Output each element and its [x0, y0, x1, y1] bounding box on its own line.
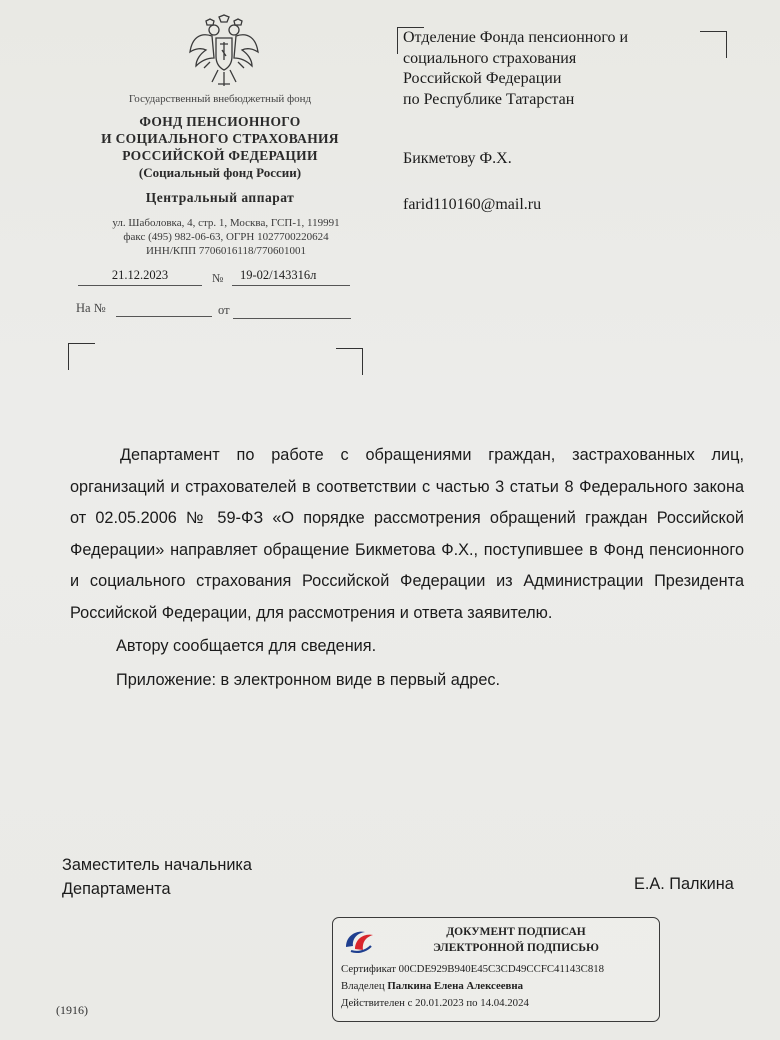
sender-fund-name	[60, 113, 380, 164]
electronic-signature-stamp	[332, 917, 660, 1022]
stamp-header-line: ЭЛЕКТРОННОЙ ПОДПИСЬЮ	[433, 942, 599, 954]
subject-corner-left	[68, 343, 95, 370]
signer-position-line: Заместитель начальника	[62, 856, 252, 874]
stamp-header-line: ДОКУМЕНТ ПОДПИСАН	[446, 926, 586, 938]
recipient-line: Российской Федерации	[403, 70, 562, 87]
fund-name-line: И СОЦИАЛЬНОГО СТРАХОВАНИЯ	[101, 131, 339, 146]
stamp-certificate: Сертификат 00CDE929B940E45C3CD49CCFC41143C818	[341, 963, 605, 975]
stamp-owner-label: Владелец	[341, 980, 385, 992]
recipient-line: социального страхования	[403, 49, 577, 67]
fund-name-line: ФОНД ПЕНСИОННОГО	[139, 114, 301, 129]
coat-of-arms-icon	[188, 14, 260, 90]
signer-position	[62, 853, 252, 901]
sender-address	[80, 216, 372, 258]
registration-number-label: №	[212, 271, 224, 285]
body-paragraph-main: Департамент по работе с обращениями граждан, застрахованных лиц, организаций и страхователей в соответствии с частью 3 статьи 8 Федерального закона от 02.05.2006 № 59-ФЗ «О порядке рассмотрения обращений граждан Российской Федерации» направляет обращение Бикметова Ф.Х., поступившее в Фонд пенсионного и социального страхования Российской Федерации из Администрации Президента Российской Федерации, для рассмотрения и ответа заявителю.	[70, 446, 744, 622]
address-line: факс (495) 982-06-63, ОГРН 1027700220624	[123, 231, 329, 243]
addressee-name: Бикметову Ф.Х.	[403, 150, 512, 167]
stamp-owner	[341, 980, 523, 992]
letter-body	[70, 440, 744, 696]
address-line: ИНН/КПП 7706016118/770601001	[145, 245, 306, 257]
recipient-line: по Республике Татарстан	[403, 90, 575, 108]
stamp-owner-name: Палкина Елена Алексеевна	[387, 980, 523, 992]
body-paragraph-info: Автору сообщается для сведения.	[116, 637, 377, 655]
sender-short-name: (Социальный фонд России)	[138, 165, 302, 180]
recipient-organization	[403, 28, 628, 110]
reply-to-number-line	[116, 300, 212, 317]
sender-department: Центральный аппарат	[145, 190, 295, 205]
reply-to-number-label: На №	[76, 301, 106, 315]
subject-corner-right	[336, 348, 363, 375]
signer-name: Е.А. Палкина	[634, 875, 734, 893]
body-paragraph-attachment: Приложение: в электронном виде в первый адрес.	[116, 670, 501, 689]
reply-to-date-label: от	[218, 303, 230, 317]
sender-fund-type: Государственный внебюджетный фонд	[128, 93, 312, 105]
sfr-logo-icon	[343, 927, 377, 955]
fund-name-line: РОССИЙСКОЙ ФЕДЕРАЦИИ	[122, 148, 318, 163]
stamp-header	[385, 924, 647, 956]
address-corner-right	[700, 31, 727, 58]
addressee-email: farid110160@mail.ru	[403, 196, 542, 213]
address-line: ул. Шаболовка, 4, стр. 1, Москва, ГСП-1, 119991	[112, 217, 340, 229]
registration-number: 19-02/143316л	[232, 268, 350, 286]
reply-to-date-line	[233, 300, 351, 319]
recipient-line: Отделение Фонда пенсионного и	[403, 29, 629, 46]
stamp-validity: Действителен с 20.01.2023 по 14.04.2024	[341, 997, 529, 1009]
signer-position-line: Департамента	[62, 880, 171, 898]
registration-date: 21.12.2023	[78, 268, 202, 286]
document-internal-number: (1916)	[56, 1003, 88, 1017]
